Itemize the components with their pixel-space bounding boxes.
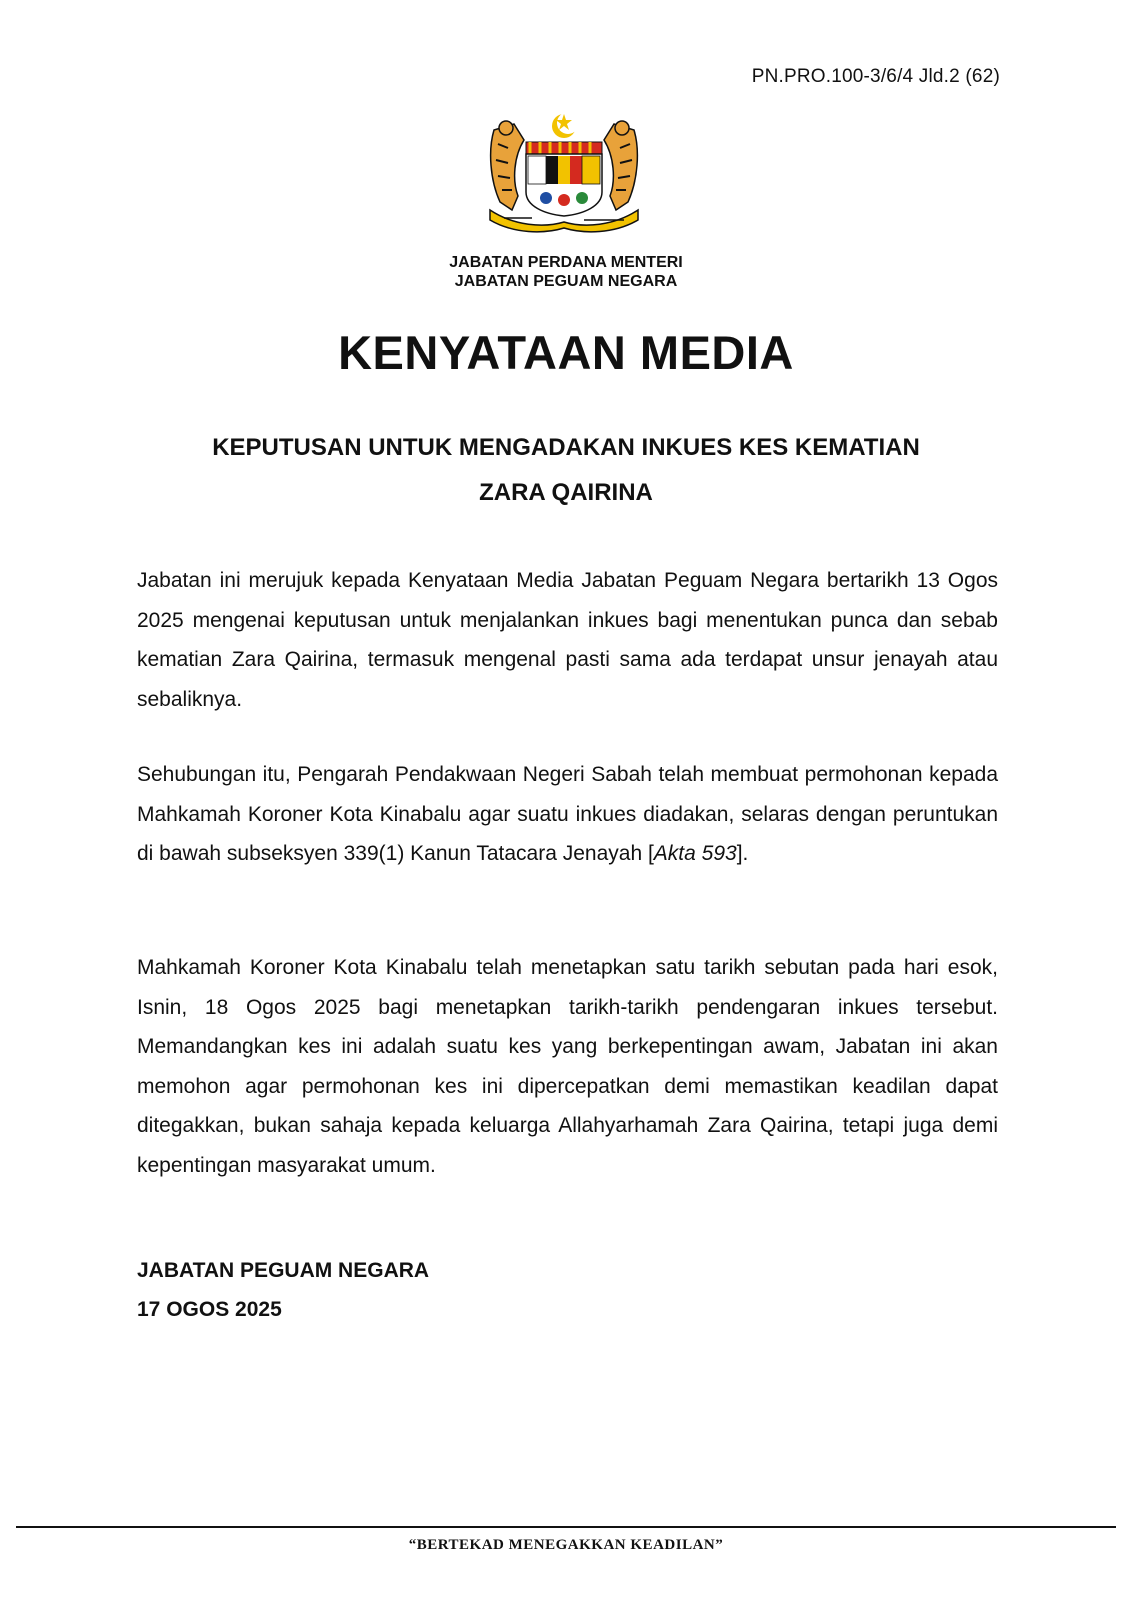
malaysia-coat-of-arms-icon: [484, 110, 644, 234]
footer-motto: “BERTEKAD MENEGAKKAN KEADILAN”: [408, 1537, 724, 1553]
department-line-1: JABATAN PERDANA MENTERI: [449, 254, 683, 271]
footer-divider: [16, 1526, 1116, 1528]
department-line-2: JABATAN PEGUAM NEGARA: [454, 273, 678, 290]
act-reference: Akta 593: [653, 842, 737, 865]
department-header: [0, 253, 1132, 291]
subject-line-1: KEPUTUSAN UNTUK MENGADAKAN INKUES KES KEMATIAN: [212, 434, 920, 461]
signoff-block: [137, 1251, 429, 1329]
body-paragraph-2: [137, 755, 998, 874]
paragraph-text-part: ].: [736, 842, 749, 865]
statement-subject: [0, 425, 1132, 515]
paragraph-text: Mahkamah Koroner Kota Kinabalu telah menetapkan satu tarikh sebutan pada hari esok, Isnin, 18 Ogos 2025 bagi menetapkan tarikh-tarikh pendengaran inkues tersebut. Memandangkan kes ini adalah suatu kes yang berkepentingan awam, Jabatan ini akan memohon agar permohonan kes ini dipercepatkan demi memastikan keadilan dapat ditegakkan, bukan sahaja kepada keluarga Allahyarhamah Zara Qairina, tetapi juga demi kepentingan masyarakat umum.: [137, 956, 998, 1177]
page-title: KENYATAAN MEDIA: [338, 326, 794, 379]
paragraph-text: [137, 755, 998, 874]
paragraph-text-part: Sehubungan itu, Pengarah Pendakwaan Negeri Sabah telah membuat permohonan kepada Mahkamah Koroner Kota Kinabalu agar suatu inkues diadakan, selaras dengan peruntukan di bawah subseksyen 339(1) Kanun Tatacara Jenayah [: [137, 763, 998, 865]
paragraph-text: Jabatan ini merujuk kepada Kenyataan Media Jabatan Peguam Negara bertarikh 13 Ogos 2025 mengenai keputusan untuk menjalankan inkues bagi menentukan punca dan sebab kematian Zara Qairina, termasuk mengenal pasti sama ada terdapat unsur jenayah atau sebaliknya.: [137, 569, 998, 711]
subject-line-2: ZARA QAIRINA: [479, 479, 653, 506]
signoff-organization: JABATAN PEGUAM NEGARA: [137, 1259, 430, 1282]
signoff-date: 17 OGOS 2025: [137, 1298, 282, 1321]
reference-number: PN.PRO.100-3/6/4 Jld.2 (62): [751, 66, 1000, 87]
body-paragraph-1: [137, 561, 998, 719]
body-paragraph-3: [137, 948, 998, 1185]
